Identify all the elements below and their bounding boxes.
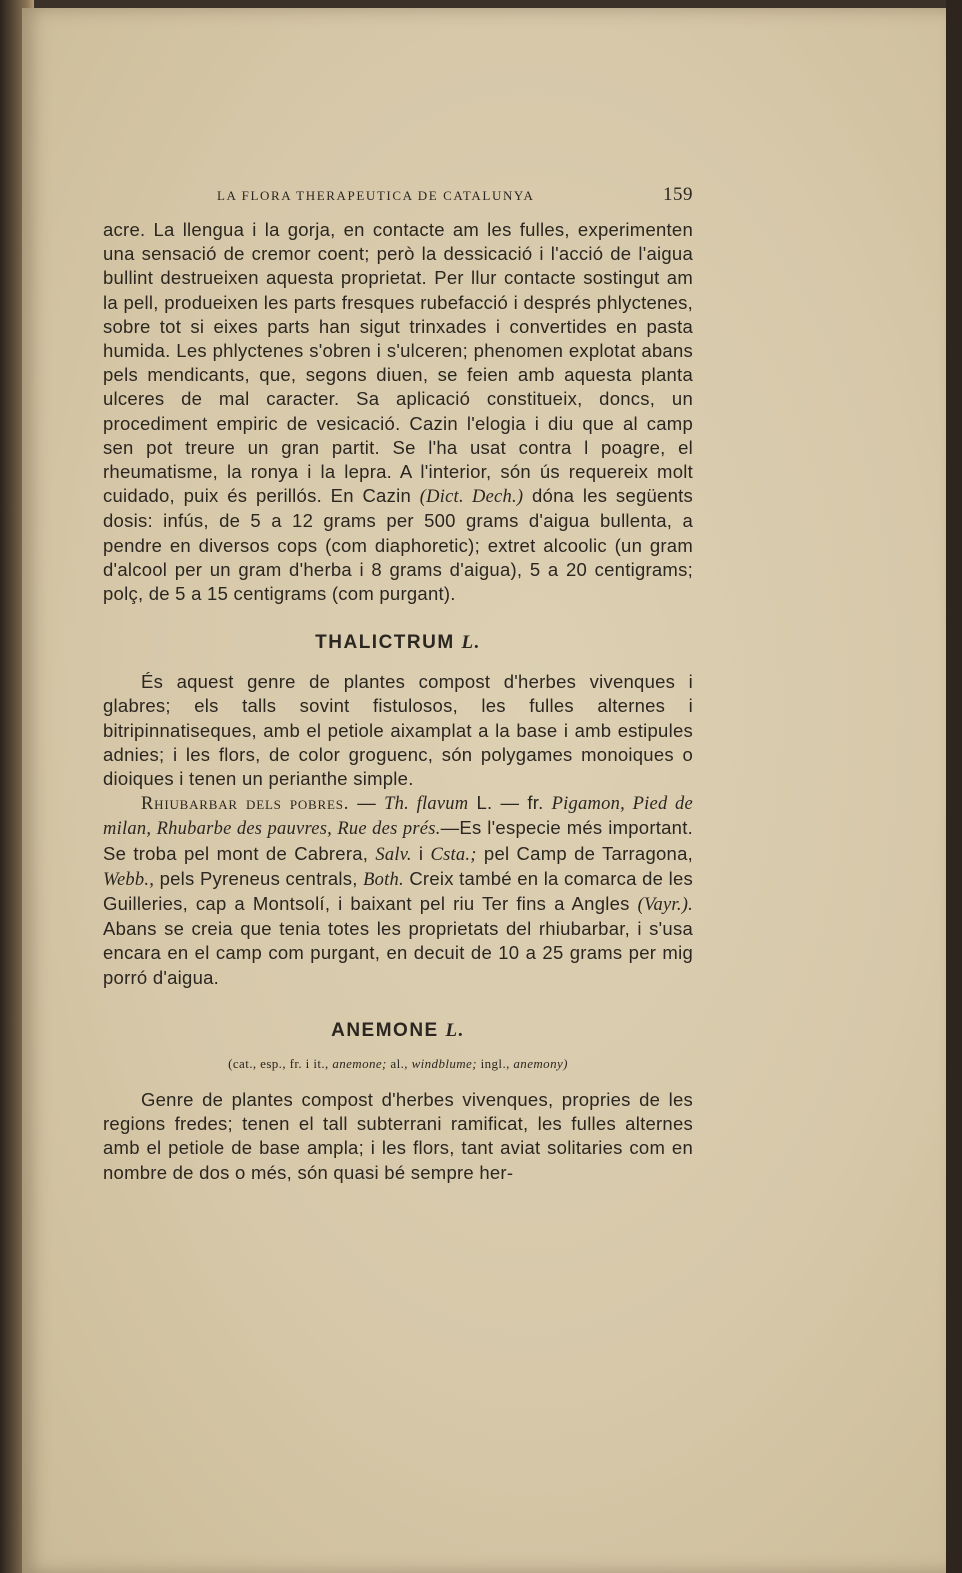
text-run: (cat., esp., fr. i it., (228, 1055, 333, 1071)
scan-border (946, 0, 962, 1573)
species-french-names: Pigamon, Pied de milan, Rhubarbe des pauvres, Rue des prés. (103, 794, 693, 840)
heading-text: THALICTRUM (315, 632, 455, 654)
species-common-name: Rhiubarbar dels pobres. (141, 794, 350, 815)
text-run: dóna les següents dosis: infús, de 5 a 12 grams per 500 grams d'aigua bullenta, a pendre en diversos cops (com diaphoretic); extret alcoolic (un gram d'alcool per un gram d'herba i 8 grams d'aigua), 5 a 20 centigrams; polç, de 5 a 15 centigrams (com purgant). (103, 485, 693, 605)
page-text (103, 178, 693, 1185)
paragraph-continuation (103, 218, 693, 606)
text-run: L. — fr. (468, 792, 552, 814)
text-run: acre. La llengua i la gorja, en contacte am les fulles, experimenten una sensació de cremor coent; però la dessicació i l'acció de l'aigua bullint destrueixen aquesta proprietat. Per llur contacte sostingut am la pell, produeixen les parts fresques rubefacció i després phlyctenes, sobre tot si eixes parts han sigut trinxades i convertides en pasta humida. Les phlyctenes s'obren i s'ulceren; phenomen explotat abans pels mendicants, que, segons diuen, se feien amb aquesta planta ulceres de mal caracter. Sa aplicació constitueix, doncs, un procediment empiric de vesicació. Cazin l'elogia i diu que al camp sen pot treure un gran partit. Se l'ha usat contra l poagre, el rheumatisme, la ronya i la lepra. A l'interior, són ús requereix molt cuidado, puix és perillós. En Cazin (103, 219, 693, 507)
reference-citation: Salv. (375, 844, 412, 865)
text-run: i (411, 842, 431, 864)
text-run: pels Pyreneus centrals, (154, 867, 364, 889)
reference-citation: Webb., (103, 869, 155, 890)
reference-citation: (Vayr.). (637, 895, 693, 916)
heading-author: L. (445, 1019, 465, 1041)
heading-text: ANEMONE (331, 1019, 439, 1041)
reference-citation: Csta.; (430, 844, 477, 865)
text-run: Creix també en la comarca de les Guilleries, cap a Montsolí, i baixant pel riu Ter fins a Angles (103, 867, 693, 915)
genus-description: Genre de plantes compost d'herbes vivenques, propries de les regions fredes; tenen el tall subterrani ramificat, les fulles alternes amb el petiole de base ampla; i les flors, tant aviat solitaries com en nombre de dos o més, són quasi bé sempre her- (103, 1088, 693, 1183)
text-run: Abans se creia que tenia totes les proprietats del rhiubarbar, i s'usa encara en el camp com purgant, en decuit de 10 a 25 grams per mig porró d'aigua. (103, 918, 693, 988)
text-run: — (349, 792, 385, 814)
text-run: anemone; (332, 1055, 387, 1071)
page-number: 159 (663, 184, 693, 205)
text-run: al., (386, 1055, 412, 1071)
text-run: —Es l'especie més important. Se troba pel mont de Cabrera, (103, 817, 694, 864)
vernacular-names (103, 1056, 693, 1072)
text-run: anemony) (513, 1055, 568, 1071)
section-heading-anemone (103, 1020, 693, 1042)
genus-description: És aquest genre de plantes compost d'herbes vivenques i glabres; els talls sovint fistulosos, les fulles alternes i bitripinnatiseques, amb el petiole aixamplat a la base i amb estipules adnies; i les flors, de color groguenc, són polygames monoiques o dioiques i tenen un perianthe simple. (103, 671, 693, 790)
section-heading-thalictrum (103, 632, 693, 654)
running-title: LA FLORA THERAPEUTICA DE CATALUNYA (217, 188, 535, 203)
heading-author: L. (461, 632, 481, 654)
species-entry (103, 791, 693, 990)
reference-citation: Both. (363, 869, 404, 890)
page-header (103, 178, 693, 218)
species-latin-name: Th. flavum (384, 794, 469, 815)
reference-citation: (Dict. Dech.) (419, 487, 524, 508)
text-run: windblume; (411, 1055, 477, 1071)
text-run: pel Camp de Tarragona, (476, 842, 693, 864)
text-run: ingl., (476, 1055, 514, 1071)
